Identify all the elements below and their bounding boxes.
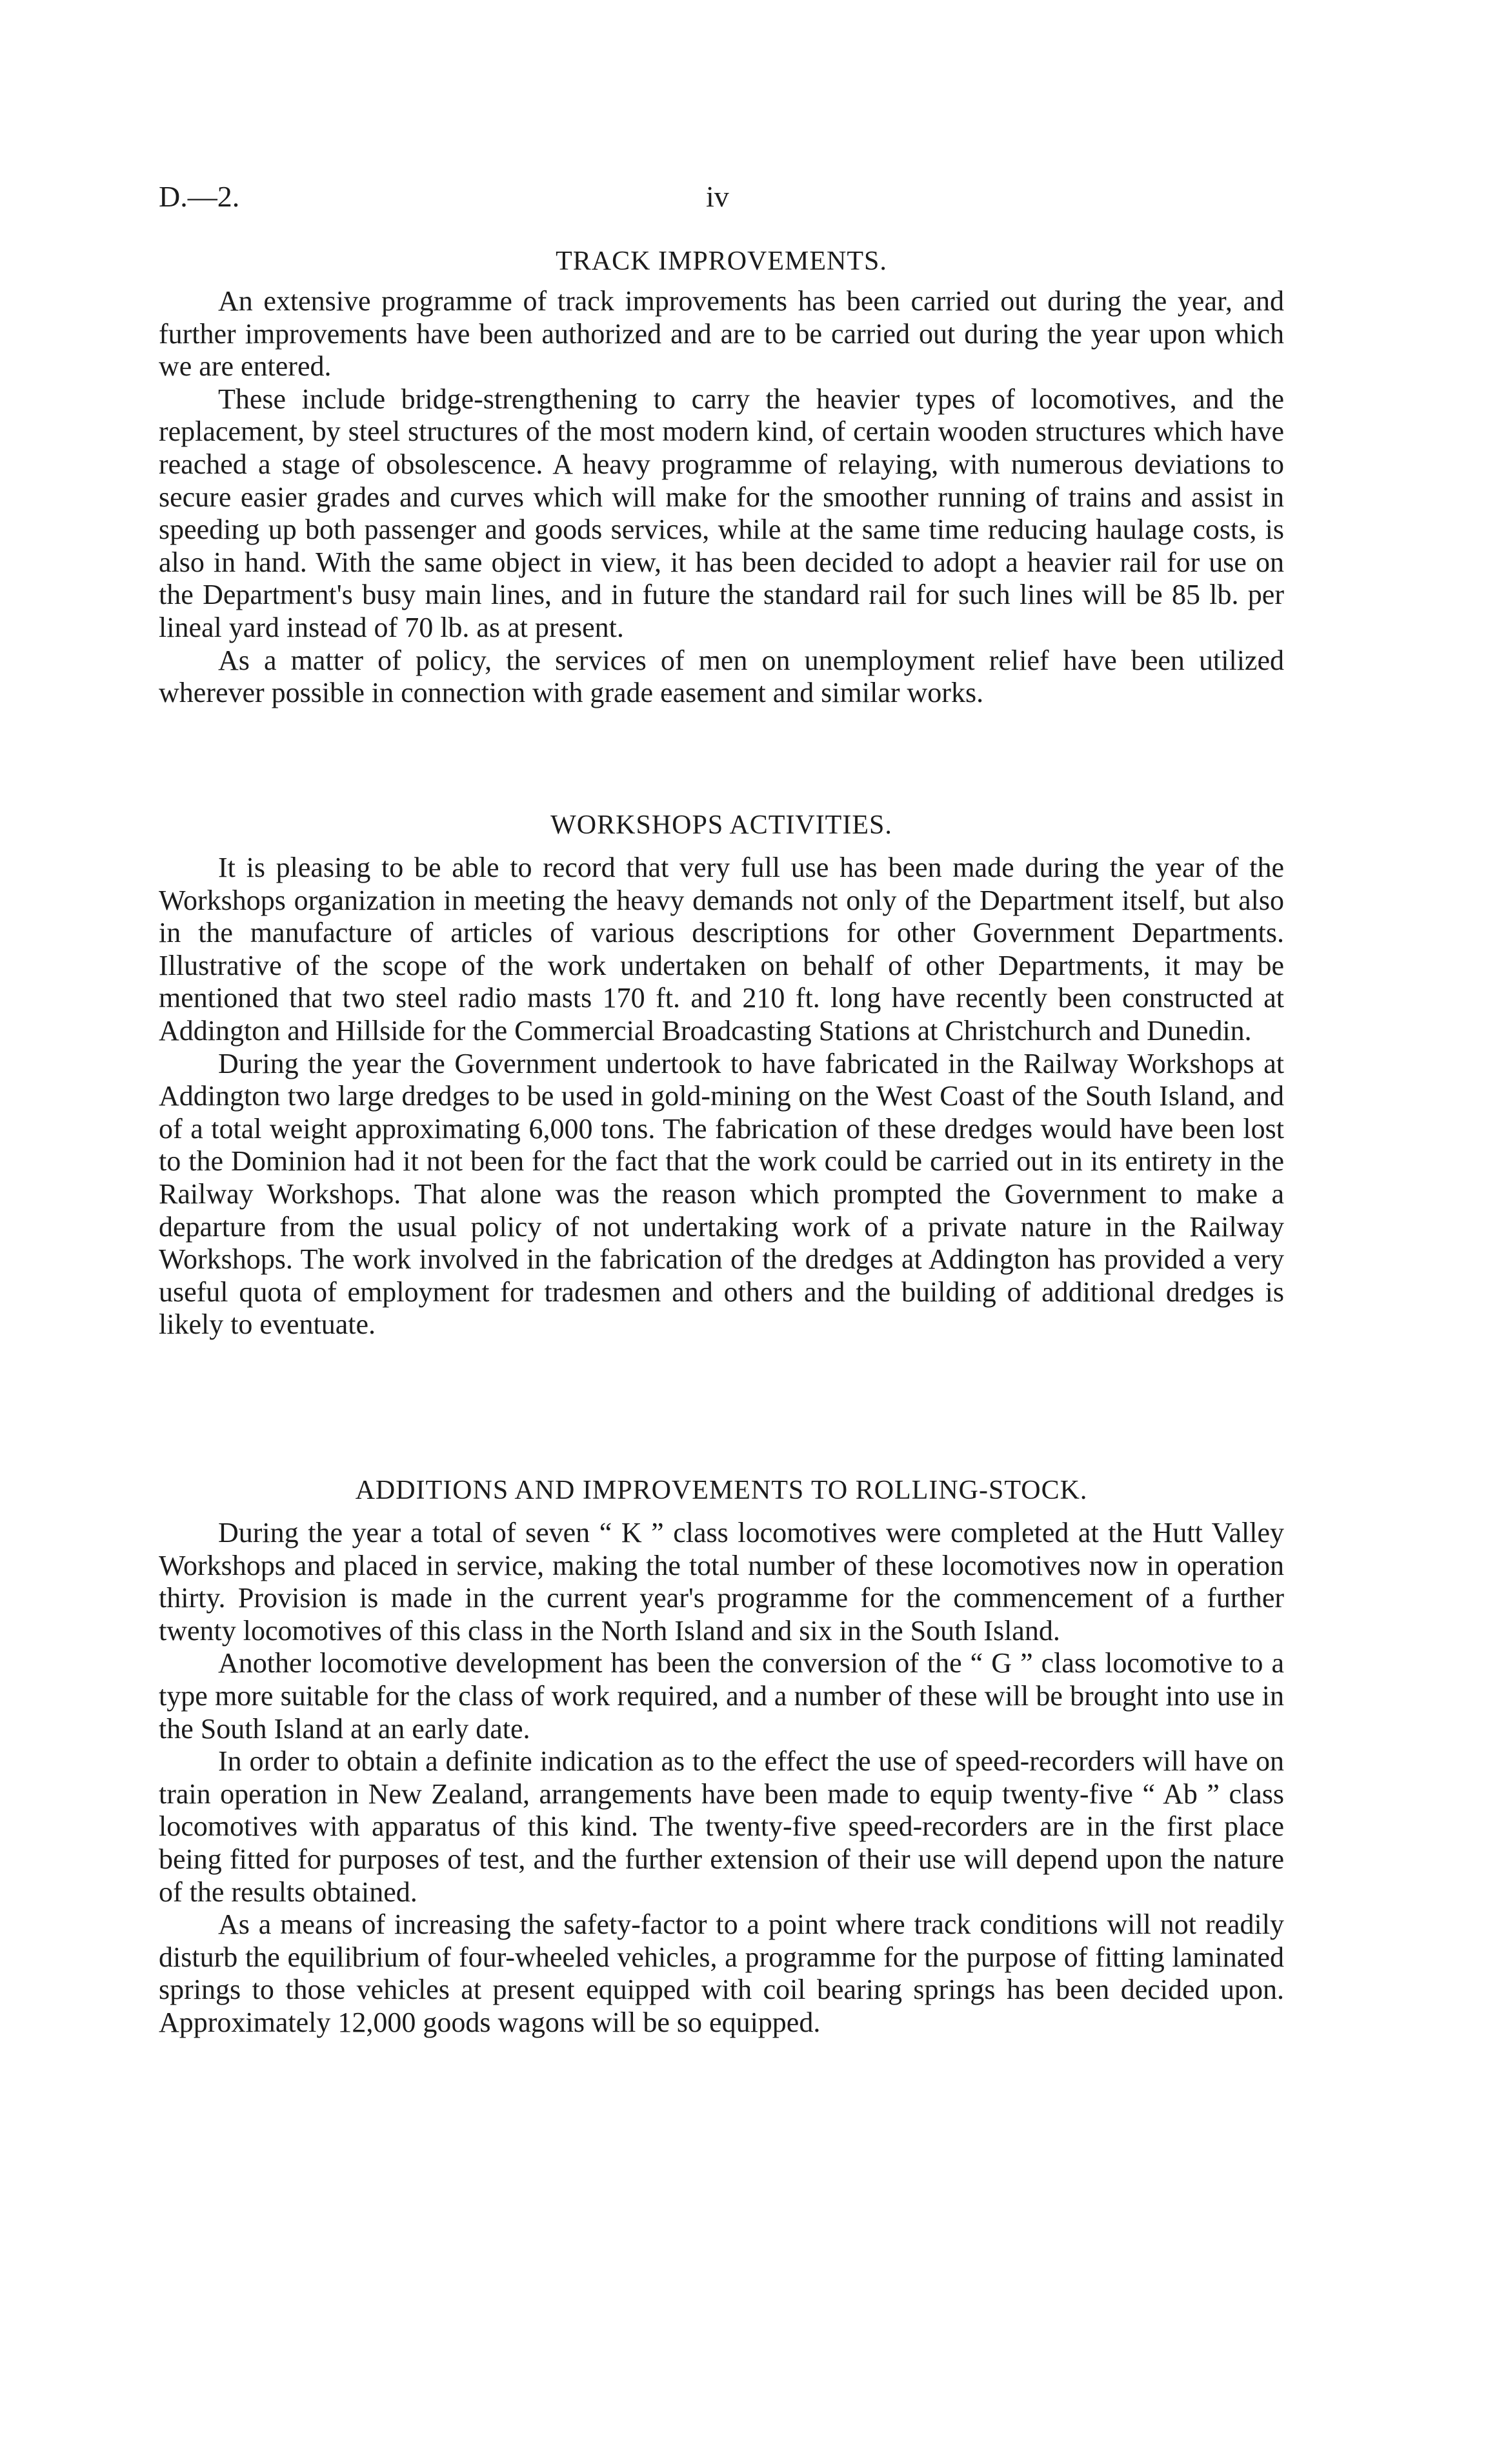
paragraph: As a matter of policy, the services of men on unemployment relief have been utilized wherever possible in connection with grade easement and similar works.: [159, 644, 1284, 709]
section-heading: WORKSHOPS ACTIVITIES.: [550, 810, 892, 840]
page-header: [159, 179, 1284, 218]
document-reference: D.—2.: [159, 180, 240, 213]
paragraph: In order to obtain a definite indication as to the effect the use of speed-recorders will have on train operation in New Zealand, arrangements have been made to equip twenty-five “ Ab ” class locomotives with apparatus of this kind. The twenty-five speed-recorders are in the first place being fitted for purposes of test, and the further extension of their use will depend upon the nature of the results obtained.: [159, 1745, 1284, 1908]
section-heading: ADDITIONS AND IMPROVEMENTS TO ROLLING-STOCK.: [355, 1476, 1088, 1505]
paragraph: During the year a total of seven “ K ” class locomotives were completed at the Hutt Valley Workshops and placed in service, making the total number of these locomotives now in operation thirty. Provision is made in the current year's programme for the commencement of a further twenty locomotives of this class in the North Island and six in the South Island.: [159, 1517, 1284, 1647]
paragraph: These include bridge-strengthening to carry the heavier types of locomotives, and the replacement, by steel structures of the most modern kind, of certain wooden structures which have reached a stage of obsolescence. A heavy programme of relaying, with numerous deviations to secure easier grades and curves which will make for the smoother running of trains and assist in speeding up both passenger and goods services, while at the same time reducing haulage costs, is also in hand. With the same object in view, it has been decided to adopt a heavier rail for use on the Department's busy main lines, and in future the standard rail for such lines will be 85 lb. per lineal yard instead of 70 lb. as at present.: [159, 383, 1284, 643]
paragraph: An extensive programme of track improvements has been carried out during the year, and further improvements have been authorized and are to be carried out during the year upon which we are entered.: [159, 285, 1284, 383]
paragraph: Another locomotive development has been the conversion of the “ G ” class locomotive to a type more suitable for the class of work required, and a number of these will be brought into use in the South Island at an early date.: [159, 1647, 1284, 1745]
paragraph: During the year the Government undertook to have fabricated in the Railway Workshops at Addington two large dredges to be used in gold-mining on the West Coast of the South Island, and of a total weight approximating 6,000 tons. The fabrication of these dredges would have been lost to the Dominion had it not been for the fact that the work could be carried out in its entirety in the Railway Workshops. That alone was the reason which prompted the Government to make a departure from the usual policy of not undertaking work of a private nature in the Railway Workshops. The work involved in the fabrication of the dredges at Addington has provided a very useful quota of employment for tradesmen and others and the building of additional dredges is likely to eventuate.: [159, 1047, 1284, 1341]
section-heading: TRACK IMPROVEMENTS.: [556, 246, 887, 276]
paragraph: As a means of increasing the safety-factor to a point where track conditions will not readily disturb the equilibrium of four-wheeled vehicles, a programme for the purpose of fitting laminated springs to those vehicles at present equipped with coil bearing springs has been decided upon. Approximately 12,000 goods wagons will be so equipped.: [159, 1908, 1284, 2038]
paragraph: It is pleasing to be able to record that very full use has been made during the year of the Workshops organization in meeting the heavy demands not only of the Department itself, but also in the manufacture of articles of various descriptions for other Government Departments. Illustrative of the scope of the work undertaken on behalf of other Departments, it may be mentioned that two steel radio masts 170 ft. and 210 ft. long have recently been constructed at Addington and Hillside for the Commercial Broadcasting Stations at Christchurch and Dunedin.: [159, 852, 1284, 1047]
section-rolling-stock: [159, 1473, 1284, 2039]
page-number: iv: [706, 180, 729, 213]
section-workshops-activities: [159, 808, 1284, 1341]
section-track-improvements: [159, 244, 1284, 710]
